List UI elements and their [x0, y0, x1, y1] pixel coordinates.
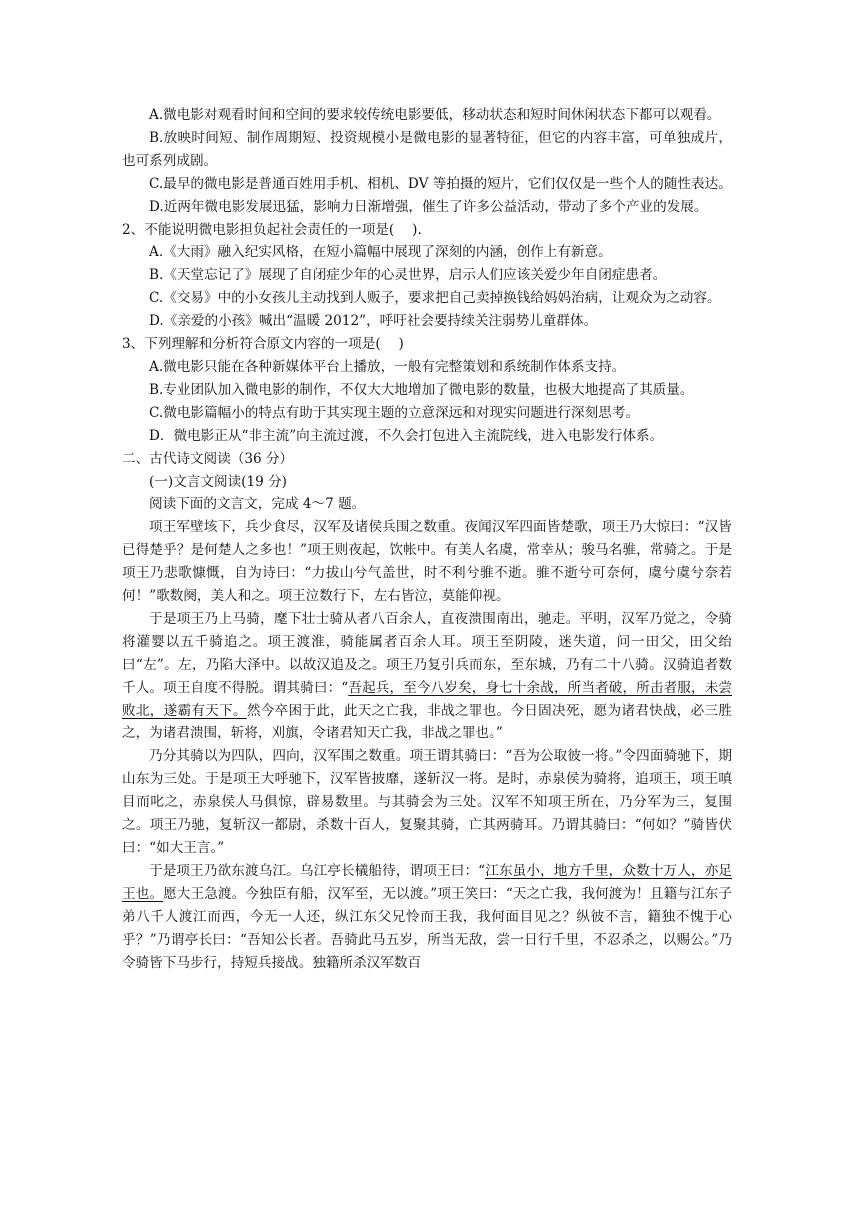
exam-page: [122, 104, 732, 974]
passage-paragraph-1: 项王军壁垓下，兵少食尽，汉军及诸侯兵围之数重。夜闻汉军四面皆楚歌，项王乃大惊曰：“汉皆已得楚乎？是何楚人之多也！”项王则夜起，饮帐中。有美人名虞，常幸从；骏马名骓，常骑之。于是项王乃悲歌慷慨，自为诗曰：“力拔山兮气盖世，时不利兮骓不逝。骓不逝兮可奈何，虞兮虞兮奈若何！”歌数阕，美人和之。项王泣数行下，左右皆泣，莫能仰视。: [122, 519, 732, 605]
q3-option-c: C.微电影篇幅小的特点有助于其实现主题的立意深远和对现实问题进行深刻思考。: [149, 404, 640, 421]
q1-option-d: D.近两年微电影发展迅猛，影响力日渐增强，催生了许多公益活动，带动了多个产业的发展。: [149, 198, 708, 215]
q1-option-b: B.放映时间短、制作周期短、投资规模小是微电影的显著特征，但它的内容丰富，可单独成片，也可系列成剧。: [122, 129, 732, 169]
q2-stem: 2、不能说明微电影担负起社会责任的一项是( ).: [122, 221, 422, 238]
q2-option-d: D.《亲爱的小孩》喊出“温暖 2012”，呼吁社会要持续关注弱势儿童群体。: [149, 313, 598, 330]
q3-option-a: A.微电影只能在各种新媒体平台上播放，一般有完整策划和系统制作体系支持。: [149, 358, 626, 375]
passage-paragraph-3: 乃分其骑以为四队，四向，汉军围之数重。项王谓其骑曰：“吾为公取彼一将。”令四面骑驰下，期山东为三处。于是项王大呼驰下，汉军皆披靡，遂斩汉一将。是时，赤泉侯为骑将，追项王，项王嗔目而叱之，赤泉侯人马俱惊，辟易数里。与其骑会为三处。汉军不知项王所在，乃分军为三，复围之。项王乃驰，复斩汉一都尉，杀数十百人，复聚其骑，亡其两骑耳。乃谓其骑曰：“何如？”骑皆伏曰：“如大王言。”: [122, 748, 732, 856]
passage-text: 于是项王乃上马骑，麾下壮士骑从者八百余人，直夜溃围南出，驰走。平明，汉军乃觉之，令骑将灌婴以五千骑追之。项王渡淮，骑能属者百余人耳。项王至阴陵，迷失道，问一田父，田父绐曰“左”。左，乃陷大泽中。以故汉追及之。项王乃复引兵而东，至东城，乃有二十八骑。汉骑追者数千人。项王自度不得脱。谓其骑曰：“: [122, 610, 732, 696]
q2-option-b: B.《天堂忘记了》展现了自闭症少年的心灵世界，启示人们应该关爱少年自闭症患者。: [149, 267, 667, 284]
passage-text: 愿大王急渡。今独臣有船，汉军至，无以渡。”项王笑曰：“天之亡我，我何渡为！且籍与江东子弟八千人渡江而西，今无一人还，纵江东父兄怜而王我，我何面目见之？纵彼不言，籍独不愧于心乎？”乃谓亭长曰：“吾知公长者。吾骑此马五岁，所当无敌，尝一日行千里，不忍杀之，以赐公。”乃令骑皆下马步行，持短兵接战。独籍所杀汉军数百: [122, 885, 732, 971]
reading-instruction: 阅读下面的文言文，完成 4～7 题。: [149, 496, 366, 513]
passage-paragraph-4: [122, 860, 732, 975]
q2-option-c: C.《交易》中的小女孩儿主动找到人贩子，要求把自己卖掉换钱给妈妈治病，让观众为之动容。: [149, 290, 721, 307]
passage-text: 于是项王乃欲东渡乌江。乌江亭长檥船待，谓项王曰：“: [149, 862, 486, 879]
subsection-heading: (一)文言文阅读(19 分): [149, 473, 287, 490]
q3-option-b: B.专业团队加入微电影的制作，不仅大大地增加了微电影的数量，也极大地提高了其质量。: [149, 381, 694, 398]
q1-option-c: C.最早的微电影是普通百姓用手机、相机、DV 等拍摄的短片，它们仅仅是一些个人的随性表达。: [149, 175, 732, 192]
passage-text: 然今卒困于此，此天之亡我，非战之罪也。今日固决死，愿为诸君快战，必三胜之，为诸君溃围，斩将，刈旗，令诸君知天亡我，非战之罪也。”: [122, 702, 733, 742]
q1-option-a: A.微电影对观看时间和空间的要求较传统电影要低，移动状态和短时间休闲状态下都可以观看。: [149, 107, 721, 123]
section-heading: 二、古代诗文阅读（36 分）: [122, 450, 294, 467]
underlined-quote-1: 吾起兵，至今八岁矣，身七十余战，所当者破，所击者服，未尝败北，遂霸有天下。: [122, 679, 733, 719]
underlined-quote-2: 江东虽小，地方千里，众数十万人，亦足王也。: [122, 862, 733, 902]
q2-option-a: A.《大雨》融入纪实风格，在短小篇幅中展现了深刻的内涵，创作上有新意。: [149, 244, 612, 261]
passage-paragraph-2: [122, 608, 732, 745]
q3-stem: 3、下列理解和分析符合原文内容的一项是( ): [122, 336, 404, 353]
q3-option-d: D．微电影正从“非主流”向主流过渡，不久会打包进入主流院线，进入电影发行体系。: [149, 427, 664, 444]
